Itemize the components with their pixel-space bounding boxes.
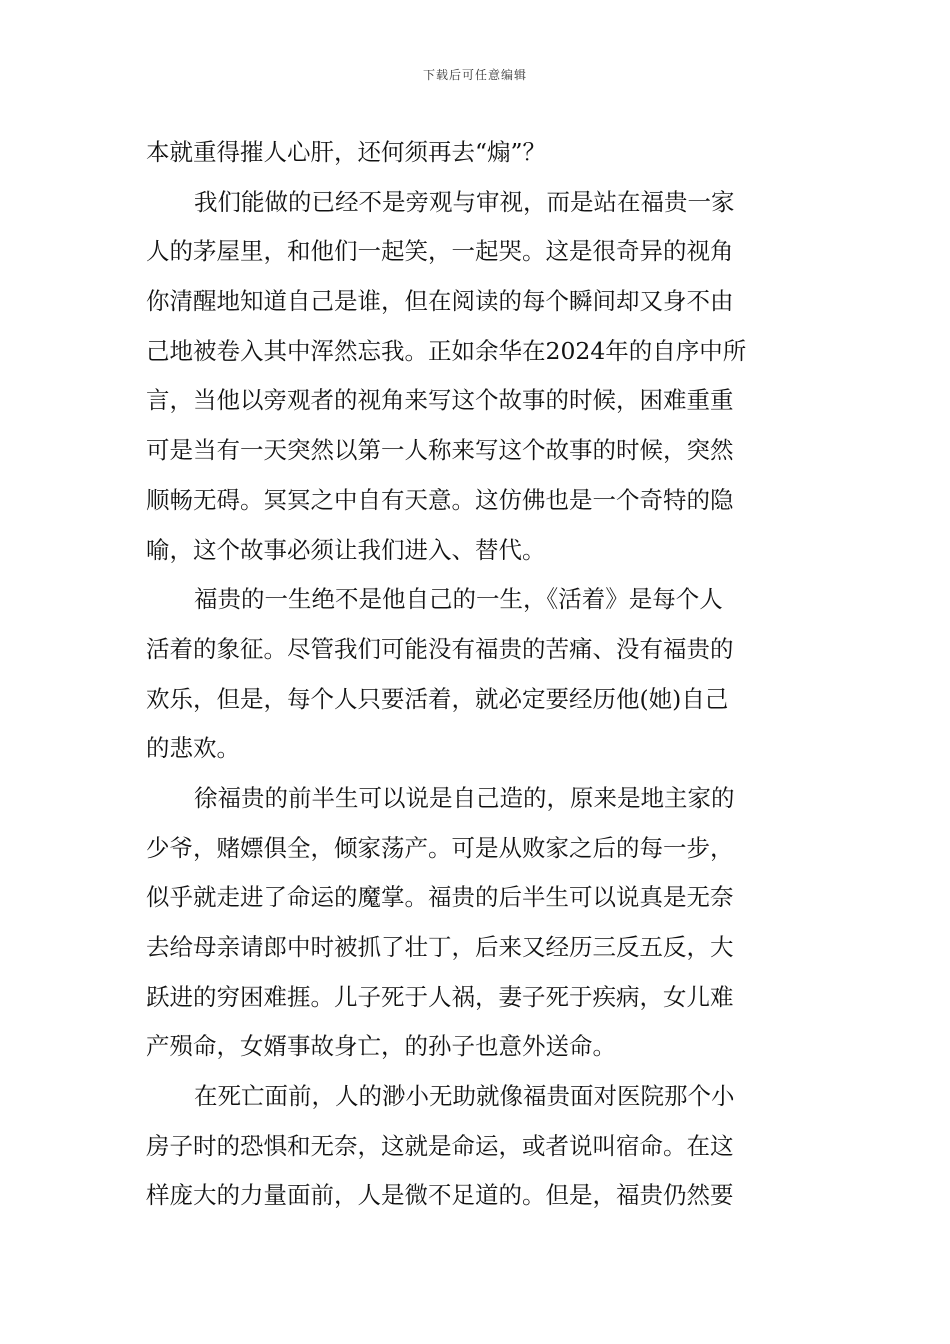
paragraph-first-line: 福贵的一生绝不是他自己的一生，《活着》是每个人 xyxy=(194,585,723,614)
text-line: 可是当有一天突然以第一人称来写这个故事的时候，突然 xyxy=(146,436,734,465)
text-line: 人的茅屋里，和他们一起笑，一起哭。这是很奇异的视角 xyxy=(146,237,734,266)
text-line: 你清醒地知道自己是谁，但在阅读的每个瞬间却又身不由 xyxy=(146,287,734,316)
text-line: 样庞大的力量面前，人是微不足道的。但是，福贵仍然要 xyxy=(146,1181,734,1210)
text-line: 言，当他以旁观者的视角来写这个故事的时候，困难重重 xyxy=(146,386,734,415)
page-header: 下载后可任意编辑 xyxy=(422,68,527,82)
paragraph-first-line: 我们能做的已经不是旁观与审视，而是站在福贵一家 xyxy=(194,187,735,216)
text-line: 的悲欢。 xyxy=(146,734,240,763)
text-line: 房子时的恐惧和无奈，这就是命运，或者说叫宿命。在这 xyxy=(146,1131,734,1160)
text-line: 欢乐，但是，每个人只要活着，就必定要经历他(她)自己 xyxy=(146,684,729,713)
text-line: 本就重得摧人心肝，还何须再去“煽”？ xyxy=(146,138,547,166)
body-text xyxy=(146,128,816,1221)
text-line: 少爷，赌嫖俱全，倾家荡产。可是从败家之后的每一步， xyxy=(146,833,734,862)
text-line: 去给母亲请郎中时被抓了壮丁，后来又经历三反五反，大 xyxy=(146,933,734,961)
text-line: 顺畅无碍。冥冥之中自有天意。这仿佛也是一个奇特的隐 xyxy=(146,485,734,514)
text-line: 己地被卷入其中浑然忘我。正如余华在2024年的自序中所 xyxy=(146,336,747,365)
text-line: 产殒命，女婿事故身亡，的孙子也意外送命。 xyxy=(146,1032,616,1061)
paragraph-first-line: 徐福贵的前半生可以说是自己造的，原来是地主家的 xyxy=(194,783,735,812)
text-line: 似乎就走进了命运的魔掌。福贵的后半生可以说真是无奈 xyxy=(146,883,734,912)
text-line: 跃进的穷困难捱。儿子死于人祸，妻子死于疾病，女儿难 xyxy=(146,982,734,1011)
text-line: 喻，这个故事必须让我们进入、替代。 xyxy=(146,535,546,564)
paragraph-first-line: 在死亡面前，人的渺小无助就像福贵面对医院那个小 xyxy=(194,1082,735,1111)
text-line: 活着的象征。尽管我们可能没有福贵的苦痛、没有福贵的 xyxy=(146,634,734,663)
